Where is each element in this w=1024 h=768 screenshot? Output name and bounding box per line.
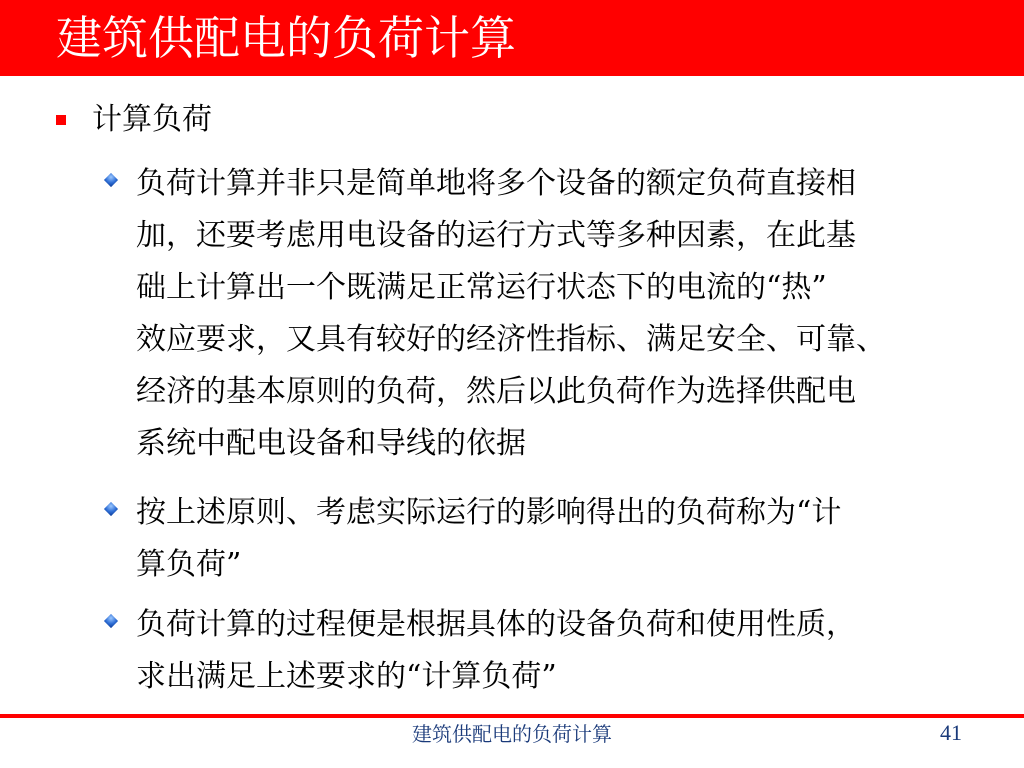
footer-rule [0,714,1024,718]
title-bar [0,0,1024,76]
text-line: 负荷计算的过程便是根据具体的设备负荷和使用性质， [136,607,856,642]
footer-title: 建筑供配电的负荷计算 [412,722,612,746]
bullet-text-1 [136,158,990,470]
text-line: 经济的基本原则的负荷，然后以此负荷作为选择供配电 [136,374,856,409]
bullet-item-3 [106,599,990,703]
diamond-bullet-icon [104,502,118,516]
text-line: 效应要求，又具有较好的经济性指标、满足安全、可靠、 [136,322,886,357]
text-line: 求出满足上述要求的“计算负荷” [136,659,557,694]
section-heading: 计算负荷 [92,102,212,137]
square-bullet-icon [56,115,66,125]
diamond-bullet-icon [104,614,118,628]
text-line: 按上述原则、考虑实际运行的影响得出的负荷称为“计 [136,495,842,530]
text-line: 系统中配电设备和导线的依据 [136,426,526,461]
diamond-bullet-icon [104,173,118,187]
slide-title: 建筑供配电的负荷计算 [56,11,516,65]
bullet-item-1 [106,158,990,470]
page-number: 41 [940,720,962,745]
bullet-text-3 [136,599,990,703]
level1-bullet [56,100,212,140]
text-line: 负荷计算并非只是简单地将多个设备的额定负荷直接相 [136,166,856,201]
text-line: 算负荷” [136,547,242,582]
bullet-item-2 [106,487,990,591]
text-line: 础上计算出一个既满足正常运行状态下的电流的“热” [136,270,827,305]
text-line: 加，还要考虑用电设备的运行方式等多种因素，在此基 [136,218,856,253]
bullet-text-2 [136,487,990,591]
